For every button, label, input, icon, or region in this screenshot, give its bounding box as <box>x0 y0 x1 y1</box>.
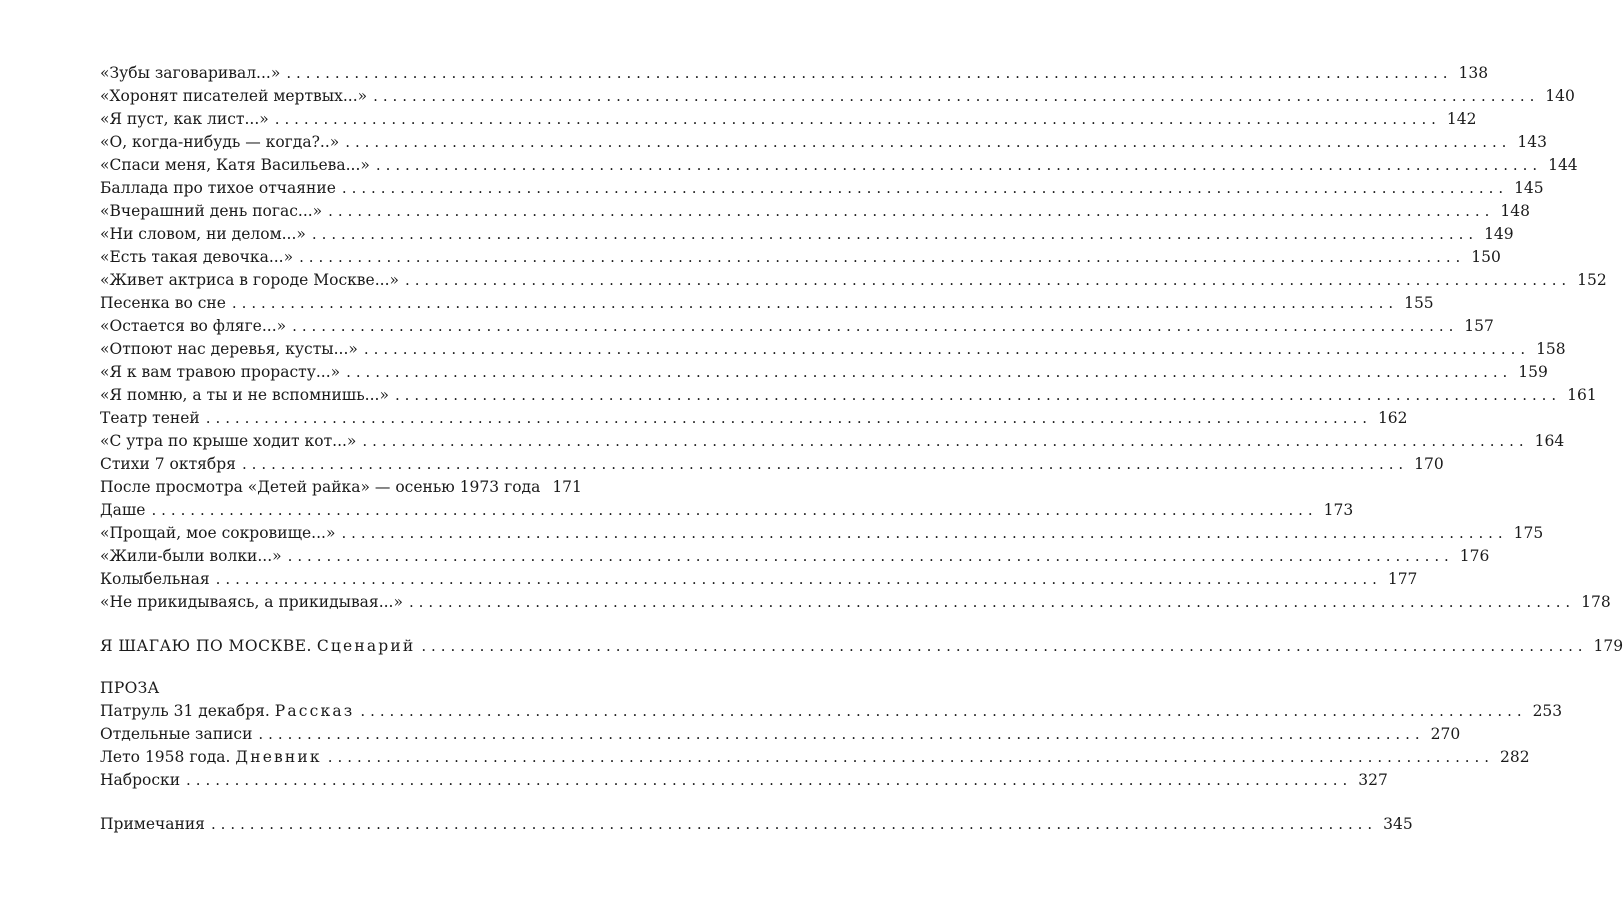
dot-leader: ........................................................................................................................ <box>327 748 1494 766</box>
toc-entry[interactable] <box>100 723 1461 746</box>
dot-leader: ........................................................................................................................ <box>341 524 1508 542</box>
toc-entry-page: 145 <box>1514 179 1544 197</box>
toc-entry-title: Примечания <box>100 815 205 833</box>
toc-entry-page: 179 <box>1593 637 1623 655</box>
dot-leader: ........................................................................................................................ <box>394 386 1562 404</box>
toc-entry-page: 175 <box>1513 524 1544 542</box>
toc-entry-title: «Отпоют нас деревья, кусты...» <box>100 340 358 358</box>
toc-entry-title: «Я пуст, как лист...» <box>100 110 269 128</box>
toc-entry[interactable] <box>100 746 1530 769</box>
dot-leader: ........................................................................................................................ <box>345 133 1512 151</box>
toc-entry-title: «Хоронят писателей мертвых...» <box>100 87 368 105</box>
dot-leader: ........................................................................................................................ <box>373 87 1540 105</box>
toc-entry-page: 176 <box>1459 547 1490 565</box>
toc-entry-title: Песенка во сне <box>100 294 226 312</box>
toc-entry-page: 149 <box>1484 225 1514 243</box>
toc-entry[interactable] <box>100 453 1444 476</box>
toc-entry-title: «Я помню, а ты и не вспомнишь...» <box>100 386 389 404</box>
toc-entry-page: 173 <box>1323 501 1354 519</box>
toc-entry[interactable] <box>100 131 1547 154</box>
toc-entry[interactable] <box>100 769 1388 792</box>
toc-entry-title: Баллада про тихое отчаяние <box>100 179 336 197</box>
toc-entry-title: «Ни словом, ни делом...» <box>100 225 306 243</box>
toc-entry-title: Патруль 31 декабря. Рассказ <box>100 702 355 720</box>
toc-entry-title: Колыбельная <box>100 570 210 588</box>
toc-entry-page: 170 <box>1414 455 1444 473</box>
toc-entry-page: 142 <box>1446 110 1477 128</box>
prose-list <box>100 700 1563 792</box>
table-of-contents <box>100 62 1623 836</box>
toc-entry-title: «Остается во фляге...» <box>100 317 287 335</box>
toc-entry-genre: Сценарий <box>316 637 416 655</box>
toc-entry[interactable] <box>100 361 1548 384</box>
dot-leader: ........................................................................................................................ <box>362 432 1529 450</box>
toc-entry-page: 270 <box>1430 725 1461 743</box>
toc-entry[interactable] <box>100 407 1408 430</box>
toc-entry-page: 159 <box>1518 363 1548 381</box>
toc-entry-page: 161 <box>1567 386 1597 404</box>
toc-entry-title: «Спаси меня, Катя Васильева...» <box>100 156 370 174</box>
toc-entry-page: 150 <box>1471 248 1501 266</box>
dot-leader: ........................................................................................................................ <box>341 179 1509 197</box>
toc-entry-title: Отдельные записи <box>100 725 253 743</box>
dot-leader: ........................................................................................................................ <box>292 317 1459 335</box>
toc-entry-page: 152 <box>1577 271 1607 289</box>
toc-entry-page: 177 <box>1387 570 1418 588</box>
dot-leader: ........................................................................................................................ <box>363 340 1531 358</box>
toc-entry-page: 138 <box>1458 64 1489 82</box>
toc-entry-page: 164 <box>1534 432 1565 450</box>
toc-entry[interactable] <box>100 108 1477 131</box>
dot-leader: ........................................................................................................................ <box>274 110 1441 128</box>
toc-entry-page: 140 <box>1545 87 1575 105</box>
toc-entry-page: 148 <box>1500 202 1530 220</box>
toc-entry-genre: Рассказ <box>274 702 355 720</box>
toc-entry[interactable] <box>100 269 1607 292</box>
dot-leader: ........................................................................................................................ <box>210 815 1378 833</box>
toc-entry[interactable] <box>100 246 1501 269</box>
toc-entry[interactable] <box>100 154 1578 177</box>
dot-leader: ........................................................................................................................ <box>231 294 1399 312</box>
toc-entry[interactable] <box>100 591 1611 614</box>
toc-entry[interactable] <box>100 200 1530 223</box>
dot-leader: ........................................................................................................................ <box>205 409 1372 427</box>
toc-entry-title: «О, когда-нибудь — когда?..» <box>100 133 340 151</box>
toc-entry-title: Даше <box>100 501 146 519</box>
toc-entry-title: «С утра по крыше ходит кот...» <box>100 432 357 450</box>
toc-entry-title: Лето 1958 года. Дневник <box>100 748 322 766</box>
toc-entry-page: 157 <box>1464 317 1494 335</box>
toc-entry-page: 162 <box>1377 409 1408 427</box>
toc-entry-page: 282 <box>1499 748 1530 766</box>
toc-entry-page: 144 <box>1548 156 1578 174</box>
toc-entry[interactable] <box>100 85 1575 108</box>
dot-leader: ........................................................................................................................ <box>151 501 1318 519</box>
toc-entry-title: «Не прикидываясь, а прикидывая...» <box>100 593 403 611</box>
toc-entry-page: 253 <box>1532 702 1563 720</box>
toc-entry-screenplay[interactable] <box>100 635 1623 658</box>
dot-leader: ........................................................................................................................ <box>258 725 1425 743</box>
toc-entry[interactable] <box>100 700 1563 723</box>
toc-entry[interactable] <box>100 62 1489 85</box>
toc-entry-notes[interactable] <box>100 813 1413 836</box>
toc-entry-title: «Я к вам травою прорасту...» <box>100 363 341 381</box>
section-heading-prose: ПРОЗА <box>100 679 160 697</box>
toc-entry-page: 158 <box>1536 340 1566 358</box>
toc-entry[interactable] <box>100 499 1354 522</box>
dot-leader: ........................................................................................................................ <box>360 702 1527 720</box>
toc-entry-title: «Прощай, мое сокровище...» <box>100 524 336 542</box>
toc-entry-title: Наброски <box>100 771 181 789</box>
toc-entry[interactable] <box>100 522 1544 545</box>
dot-leader: ........................................................................................................................ <box>404 271 1572 289</box>
toc-entry-title: Я ШАГАЮ ПО МОСКВЕ. Сценарий <box>100 637 416 655</box>
dot-leader: ........................................................................................................................ <box>299 248 1466 266</box>
toc-entry-title: После просмотра «Детей райка» — осенью 1973 года <box>100 478 541 496</box>
toc-entry[interactable] <box>100 177 1544 200</box>
toc-entry[interactable] <box>100 430 1565 453</box>
dot-leader: ........................................................................................................................ <box>241 455 1409 473</box>
dot-leader: ........................................................................................................................ <box>346 363 1513 381</box>
toc-entry-title: «Живет актриса в городе Москве...» <box>100 271 399 289</box>
dot-leader: ........................................................................................................................ <box>375 156 1543 174</box>
toc-entry-page: 327 <box>1358 771 1388 789</box>
dot-leader: ........................................................................................................................ <box>311 225 1479 243</box>
dot-leader: ........................................................................................................................ <box>186 771 1353 789</box>
toc-entry-title: «Есть такая девочка...» <box>100 248 294 266</box>
toc-entry-page: 178 <box>1581 593 1611 611</box>
toc-entry-title: «Зубы заговаривал...» <box>100 64 281 82</box>
dot-leader: ........................................................................................................................ <box>421 637 1588 655</box>
toc-entry[interactable] <box>100 545 1490 568</box>
toc-entry[interactable] <box>100 384 1597 407</box>
toc-entry-genre: Дневник <box>235 748 322 766</box>
dot-leader: ........................................................................................................................ <box>408 593 1576 611</box>
toc-entry-title: «Жили-были волки...» <box>100 547 282 565</box>
toc-entry[interactable] <box>100 476 582 499</box>
toc-entry-page: 345 <box>1383 815 1413 833</box>
toc-entry-title: Стихи 7 октября <box>100 455 236 473</box>
dot-leader: ........................................................................................................................ <box>328 202 1495 220</box>
toc-entry-page: 143 <box>1517 133 1547 151</box>
poems-list <box>100 62 1611 614</box>
dot-leader: ........................................................................................................................ <box>215 570 1382 588</box>
toc-entry-title: Театр теней <box>100 409 200 427</box>
dot-leader: ........................................................................................................................ <box>287 547 1454 565</box>
toc-entry-title: «Вчерашний день погас...» <box>100 202 323 220</box>
toc-entry[interactable] <box>100 292 1434 315</box>
toc-entry[interactable] <box>100 315 1494 338</box>
toc-entry-page: 171 <box>552 478 582 496</box>
toc-entry[interactable] <box>100 223 1514 246</box>
dot-leader: ........................................................................................................................ <box>286 64 1453 82</box>
toc-entry[interactable] <box>100 568 1418 591</box>
toc-entry[interactable] <box>100 338 1566 361</box>
toc-entry-page: 155 <box>1404 294 1434 312</box>
